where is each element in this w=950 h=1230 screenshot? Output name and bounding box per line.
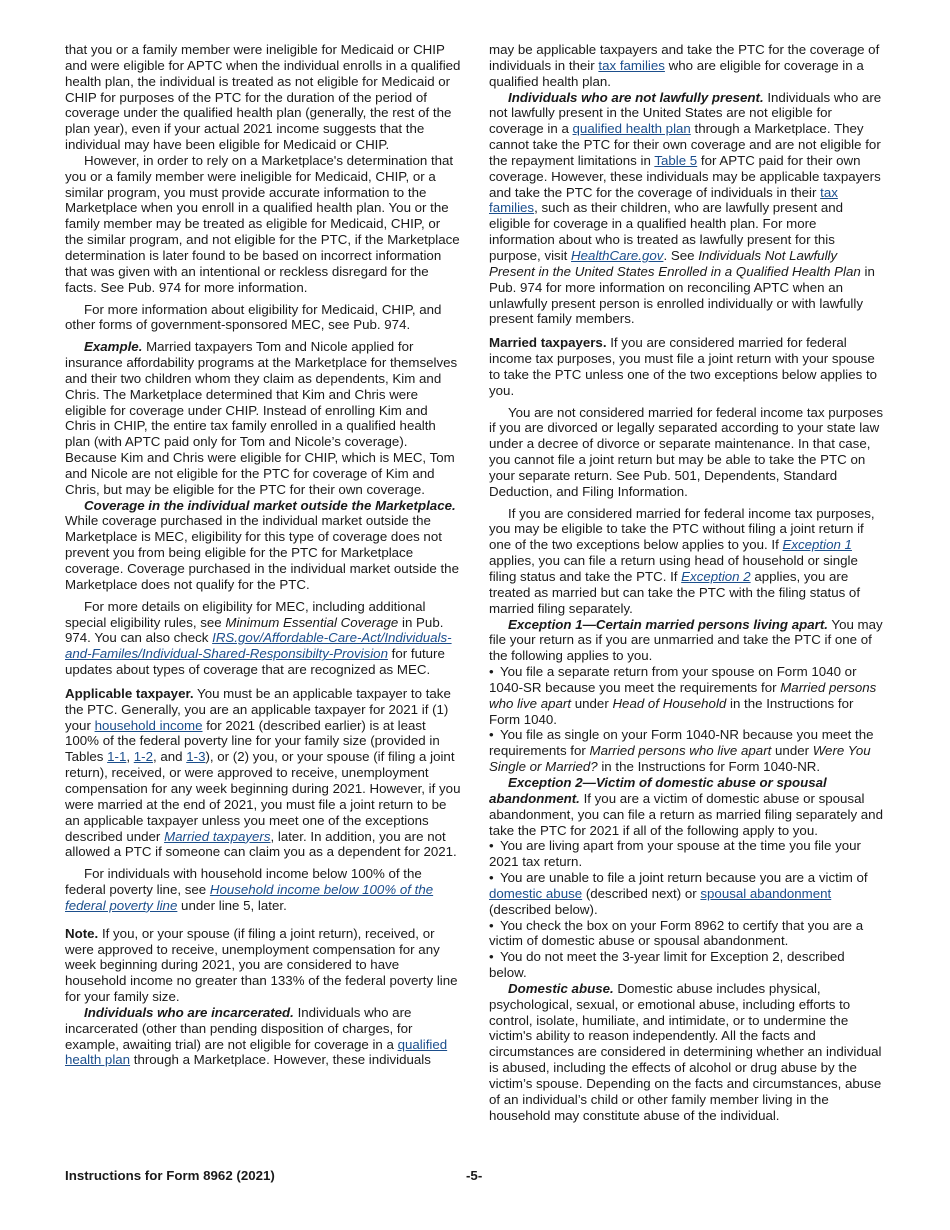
- outside-marketplace-paragraph: Coverage in the individual market outside the Marketplace. While coverage purchased in the individual market outside the Marketplace is MEC, eligibility for this type of coverage does not prevent you from being eligible for the PTC for Marketplace coverage. Coverage purchased in the individual market outside the Marketplace does not qualify for the PTC.: [65, 497, 459, 592]
- table-1-2-link[interactable]: 1-2: [133, 749, 153, 765]
- healthcare-gov-link[interactable]: HealthCare.gov: [571, 247, 664, 263]
- bullet-icon: •: [489, 870, 494, 886]
- note-heading: Note.: [65, 925, 99, 941]
- table-1-3-link[interactable]: 1-3: [186, 749, 206, 765]
- paragraph: that you or a family member were ineligible for Medicaid or CHIP and were eligible for APTC when the individual enrolls in a qualified health plan, the individual is treated as not eligible for Medicaid or CHIP for purposes of the PTC for the duration of the period of coverage under the qualified health plan (generally, the rest of the plan year), even if your actual 2021 income suggests that the individual may have been eligible for Medicaid or CHIP.: [65, 42, 461, 153]
- paragraph: For more information about eligibility for Medicaid, CHIP, and other forms of government-sponsored MEC, see Pub. 974.: [65, 301, 442, 333]
- table-1-1-link[interactable]: 1-1: [107, 749, 127, 765]
- right-column: [489, 42, 885, 1124]
- paragraph: If you are considered married for federal income tax purposes, you may be eligible to take the PTC without filing a joint return if one of the two exceptions below applies to you. If Exception 1 applies, you can file a return using head of household or single filing status and take the PTC. If Exception 2 applies, you are treated as married but can take the PTC with the filing status of married filing separately.: [489, 505, 875, 616]
- qualified-health-plan-link[interactable]: qualified health plan: [65, 1036, 448, 1068]
- married-taxpayers-paragraph: Married taxpayers. If you are considered married for federal income tax purposes, you must file a joint return with your spouse to take the PTC unless one of the two exceptions below applies to you.: [489, 335, 878, 398]
- below-poverty-paragraph: For individuals with household income below 100% of the federal poverty line, see Household income below 100% of the federal poverty line under line 5, later.: [65, 866, 434, 913]
- bullet-icon: •: [489, 664, 494, 680]
- bullet-icon: •: [489, 917, 494, 933]
- bullet-item: • You are living apart from your spouse at the time you file your 2021 tax return.: [489, 838, 861, 870]
- table-5-link[interactable]: Table 5: [654, 152, 698, 168]
- applicable-taxpayer-heading: Applicable taxpayer.: [65, 685, 194, 701]
- left-column: [65, 42, 461, 1068]
- tax-families-link[interactable]: tax families: [489, 184, 838, 216]
- example-heading: Example.: [84, 339, 143, 355]
- domestic-abuse-paragraph: Domestic abuse. Domestic abuse includes physical, psychological, sexual, or emotional abuse, including efforts to control, isolate, humiliate, and intimidate, or to undermine the victim's ability to reason independently. All the facts and circumstances are considered in determining whether an individual is abused, including the effects of alcohol or drug abuse by the victim’s spouse. Depending on the facts and circumstances, abuse of an individual’s child or other family member living in the household may constitute abuse of the individual.: [489, 980, 882, 1123]
- exception-1-heading: Exception 1—Certain married persons living apart.: [508, 616, 828, 632]
- exception-1-link[interactable]: Exception 1: [782, 537, 852, 553]
- not-lawfully-present-paragraph: Individuals who are not lawfully present. Individuals who are not lawfully present in the United States are not eligible for coverage in a qualified health plan through a Marketplace. They cannot take the PTC for their own coverage and are not eligible for the repayment limitations in Table 5 for APTC paid for their own coverage. However, these individuals may be applicable taxpayers and take the PTC for the coverage of individuals in their tax families, such as their children, who are lawfully present and eligible for coverage in a qualified health plan. For more information about who is treated as lawfully present for this purpose, visit HealthCare.gov. See Individuals Not Lawfully Present in the United States Enrolled in a Qualified Health Plan in Pub. 974 for more information on reconciling APTC when an unlawfully present person is enrolled individually or with lawfully present family members.: [489, 89, 882, 327]
- bullet-item: • You file a separate return from your spouse on Form 1040 or 1040-SR because you meet the requirements for Married persons who live apart under Head of Household in the Instructions for Form 1040.: [489, 664, 877, 727]
- bullet-icon: •: [489, 949, 494, 965]
- incarcerated-heading: Individuals who are incarcerated.: [84, 1004, 294, 1020]
- example-paragraph: Example. Married taxpayers Tom and Nicole applied for insurance affordability programs at the Marketplace for themselves and their two children whom they claim as dependents, Kim and Chris. The Marketplace determined that Kim and Chris were eligible for coverage under CHIP. Instead of enrolling Kim and Chris in CHIP, the entire tax family enrolled in a qualified health plan (with APTC paid only for Tom and Nicole’s coverage). Because Kim and Chris were eligible for CHIP, which is MEC, Tom and Nicole are not eligible for the PTC for coverage of Kim and Chris, but may be eligible for the PTC for their own coverage.: [65, 339, 458, 497]
- household-income-link[interactable]: household income: [94, 717, 203, 733]
- bullet-item: • You file as single on your Form 1040-NR because you meet the requirements for Married persons who live apart under Were You Single or Married? in the Instructions for Form 1040-NR.: [489, 727, 874, 775]
- incarcerated-paragraph: Individuals who are incarcerated. Individuals who are incarcerated (other than pending disposition of charges, for example, awaiting trial) are not eligible for coverage in a qualified health plan through a Marketplace. However, these individuals: [65, 1004, 448, 1068]
- bullet-icon: •: [489, 727, 494, 743]
- qualified-health-plan-link[interactable]: qualified health plan: [572, 121, 691, 137]
- married-taxpayers-link[interactable]: Married taxpayers: [164, 828, 271, 844]
- paragraph: You are not considered married for federal income tax purposes if you are divorced or legally separated according to your state law under a decree of divorce or separate maintenance. In that case, you cannot file a joint return but may be able to take the PTC on your separate return. See Pub. 501, Dependents, Standard Deduction, and Filing Information.: [489, 404, 883, 499]
- form-title: Instructions for Form 8962 (2021): [65, 1168, 275, 1183]
- domestic-abuse-link[interactable]: domestic abuse: [489, 885, 583, 901]
- bullet-item: • You are unable to file a joint return because you are a victim of domestic abuse (described next) or spousal abandonment (described below).: [489, 870, 868, 917]
- exception-2-heading: Exception 2—Victim of domestic abuse or spousal abandonment.: [489, 774, 827, 806]
- spousal-abandonment-link[interactable]: spousal abandonment: [700, 885, 832, 901]
- married-taxpayers-heading: Married taxpayers.: [489, 335, 607, 351]
- page-number: -5-: [466, 1168, 483, 1183]
- bullet-item: • You do not meet the 3-year limit for Exception 2, described below.: [489, 949, 845, 981]
- bullet-item: • You check the box on your Form 8962 to certify that you are a victim of domestic abuse or spousal abandonment.: [489, 917, 864, 949]
- mec-paragraph: For more details on eligibility for MEC, including additional special eligibility rules, see Minimum Essential Coverage in Pub. 974. You can also check IRS.gov/Affordable-Care-Act/Individuals-and-Familes/Individual-Shared-Responsibilty-Provision for future updates about types of coverage that are recognized as MEC.: [65, 598, 452, 678]
- paragraph: may be applicable taxpayers and take the PTC for the coverage of individuals in their tax families who are eligible for coverage in a qualified health plan.: [489, 42, 880, 89]
- tax-families-link[interactable]: tax families: [598, 57, 665, 73]
- household-income-below-link[interactable]: Household income below 100% of the federal poverty line: [65, 882, 434, 913]
- paragraph: However, in order to rely on a Marketplace's determination that you or a family member were ineligible for Medicaid, CHIP, or a similar program, you must provide accurate information to the Marketplace when you enroll in a qualified health plan. You or the family member may be treated as eligible for Medicaid, CHIP, or the similar program, and not eligible for the PTC, if the Marketplace determination is later found to be based on incorrect information that was given with an intentional or reckless disregard for the facts. See Pub. 974 for more information.: [65, 152, 460, 295]
- domestic-abuse-heading: Domestic abuse.: [508, 980, 614, 996]
- exception-1-paragraph: Exception 1—Certain married persons living apart. You may file your return as if you are unmarried and take the PTC if one of the following applies to you.: [489, 616, 883, 664]
- exception-2-paragraph: Exception 2—Victim of domestic abuse or spousal abandonment. If you are a victim of domestic abuse or spousal abandonment, you can file a return as married filing separately and take the PTC for 2021 if all of the following apply to you.: [489, 774, 883, 838]
- applicable-taxpayer-paragraph: Applicable taxpayer. You must be an applicable taxpayer to take the PTC. Generally, you are an applicable taxpayer for 2021 if (1) your household income for 2021 (described earlier) is at least 100% of the federal poverty line for your family size (provided in Tables 1-1, 1-2, and 1-3), or (2) you, or your spouse (if filing a joint return), received, or were approved to receive, unemployment compensation for any week beginning during 2021. However, if you were married at the end of 2021, you must file a joint return to be an applicable taxpayer unless you meet one of the exceptions described under Married taxpayers, later. In addition, you are not allowed a PTC if someone can claim you as a dependent for 2021.: [65, 685, 461, 860]
- exception-2-link[interactable]: Exception 2: [681, 569, 751, 584]
- irs-mec-link[interactable]: IRS.gov/Affordable-Care-Act/Individuals-and-Familes/Individual-Shared-Responsibilty-Provision: [65, 630, 452, 662]
- not-lawfully-present-heading: Individuals who are not lawfully present.: [508, 89, 764, 105]
- note-paragraph: Note. If you, or your spouse (if filing a joint return), received, or were approved to receive, unemployment compensation for any week beginning during 2021, you are considered to have household income no greater than 133% of the federal poverty line for your family size.: [65, 925, 458, 1005]
- bullet-icon: •: [489, 838, 494, 854]
- outside-marketplace-heading: Coverage in the individual market outside the Marketplace.: [84, 497, 456, 513]
